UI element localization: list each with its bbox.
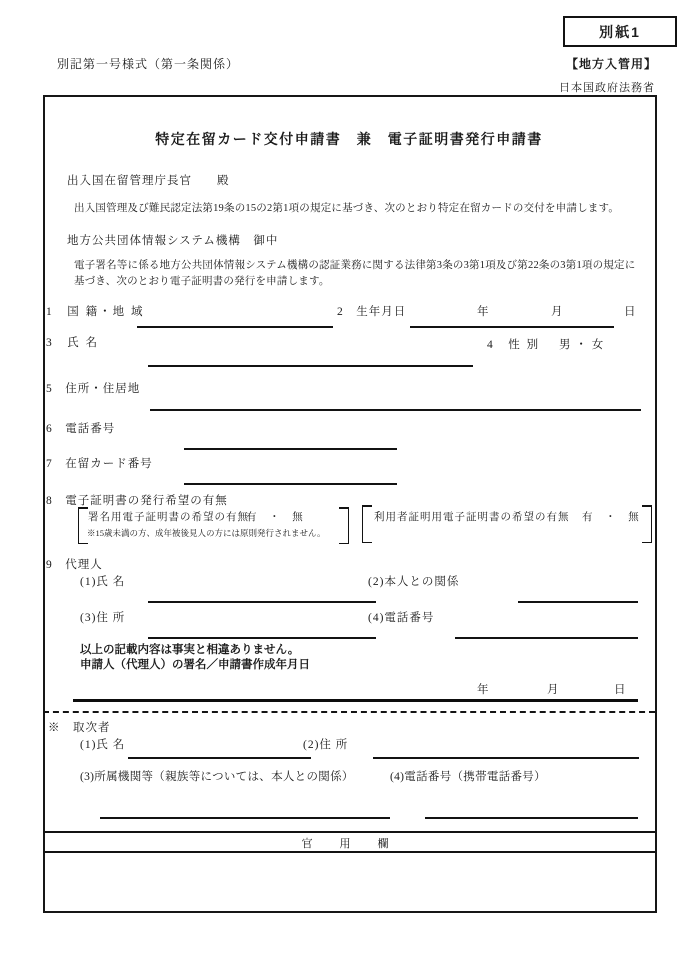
field-line-name <box>148 365 473 367</box>
field-line-birthdate <box>410 326 614 328</box>
field-2-birthdate-label: 2 生年月日 <box>337 306 407 318</box>
field-line-intermediary-address <box>373 757 639 759</box>
field-line-phone <box>184 448 397 450</box>
agent-address-label: (3)住 所 <box>80 612 126 624</box>
immigration-statement: 出入国管理及び難民認定法第19条の15の2第1項の規定に基づき、次のとおり特定在留カードの交付を申請します。 <box>74 203 620 214</box>
field-line-intermediary-phone <box>425 817 638 819</box>
agent-relation-label: (2)本人との関係 <box>368 576 460 588</box>
intermediary-phone-label: (4)電話番号（携帯電話番号） <box>390 771 546 783</box>
field-line-intermediary-name <box>128 757 311 759</box>
jlis-statement: 電子署名等に係る地方公共団体情報システム機構の認証業務に関する法律第3条の3第1項及び第22条の3第1項の規定に基づき、次のとおり電子証明書の発行を申請します。 <box>74 260 636 288</box>
signature-rule <box>73 699 638 702</box>
signature-cert-label: 署名用電子証明書の希望の有無 <box>88 512 249 523</box>
agent-name-label: (1)氏 名 <box>80 576 126 588</box>
form-code: 別記第一号様式（第一条関係） <box>57 57 240 71</box>
birthdate-month-label: 月 <box>551 306 564 318</box>
signature-cert-options: 有 ・ 無 <box>246 512 308 523</box>
intermediary-org-label: (3)所属機関等（親族等については、本人との関係） <box>80 771 354 783</box>
field-line-nationality <box>137 326 333 328</box>
intermediary-name-label: (1)氏 名 <box>80 739 126 751</box>
field-line-agent-relation <box>518 601 638 603</box>
official-use-divider-top <box>43 831 655 833</box>
intermediary-address-label: (2)住 所 <box>303 739 349 751</box>
right-bracket <box>642 505 652 543</box>
sex-options: 男 ・ 女 <box>559 339 605 351</box>
birthdate-year-label: 年 <box>477 306 490 318</box>
agent-phone-label: (4)電話番号 <box>368 612 435 624</box>
field-9-agent-label: 9 代理人 <box>46 559 103 571</box>
user-cert-options: 有 ・ 無 <box>582 512 644 523</box>
field-5-address-label: 5 住所・住居地 <box>46 383 141 395</box>
birthdate-day-label: 日 <box>624 306 637 318</box>
field-1-nationality-label: 1 国 籍・地 域 <box>46 306 145 318</box>
declaration-year-label: 年 <box>477 684 490 696</box>
field-line-address <box>150 409 641 411</box>
attachment-label: 別紙1 <box>599 23 641 40</box>
use-label: 【地方入管用】 <box>565 57 657 71</box>
field-line-intermediary-org <box>100 817 390 819</box>
field-line-residence-card <box>184 483 397 485</box>
field-8-cert-label: 8 電子証明書の発行希望の有無 <box>46 495 228 507</box>
official-use-divider-bottom <box>43 851 655 853</box>
right-bracket <box>339 507 349 544</box>
form-title: 特定在留カード交付申請書 兼 電子証明書発行申請書 <box>155 133 543 148</box>
agency-name: 日本国政府法務省 <box>559 82 655 94</box>
left-bracket <box>362 505 372 543</box>
declaration-day-label: 日 <box>614 684 627 696</box>
field-4-sex-label: 4 性 別 <box>487 339 541 351</box>
declaration-line-2: 申請人（代理人）の署名／申請書作成年月日 <box>80 659 310 671</box>
attachment-label-box <box>563 16 677 47</box>
field-line-agent-address <box>148 637 376 639</box>
field-7-residence-card-label: 7 在留カード番号 <box>46 458 153 470</box>
field-3-name-label: 3 氏 名 <box>46 337 100 349</box>
official-use-label: 官 用 欄 <box>301 838 397 850</box>
field-6-phone-label: 6 電話番号 <box>46 423 116 435</box>
signature-cert-note: ※15歳未満の方、成年被後見人の方には原則発行されません。 <box>87 528 326 538</box>
intermediary-section-label: ※ 取次者 <box>48 722 111 734</box>
field-line-agent-phone <box>455 637 638 639</box>
declaration-month-label: 月 <box>547 684 560 696</box>
declaration-line-1: 以上の記載内容は事実と相違ありません。 <box>80 644 300 656</box>
dashed-divider <box>43 711 655 713</box>
immigration-addressee: 出入国在留管理庁長官 殿 <box>67 175 230 187</box>
user-cert-label: 利用者証明用電子証明書の希望の有無 <box>374 512 570 523</box>
field-line-agent-name <box>148 601 376 603</box>
jlis-addressee: 地方公共団体情報システム機構 御中 <box>67 235 279 247</box>
